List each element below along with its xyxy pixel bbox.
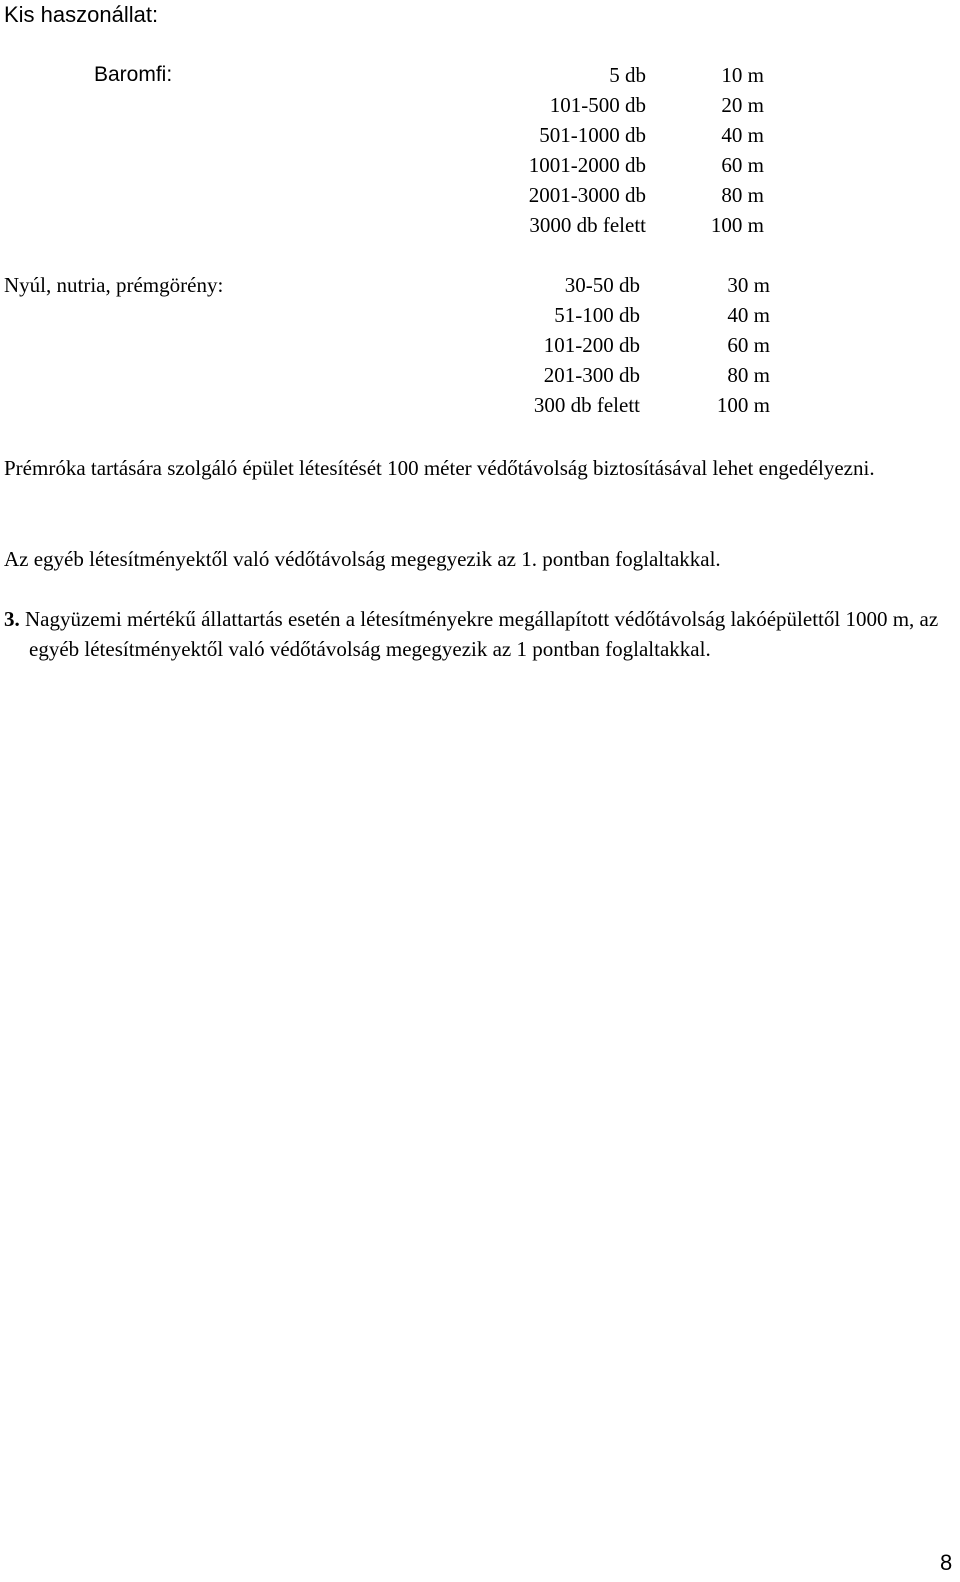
page-number: 8 [940,1550,953,1575]
table-row [0,300,960,330]
point-3-paragraph [4,604,959,664]
animal-count: 201-300 db [543,363,640,387]
animal-count: 101-200 db [543,333,640,357]
table-row [0,360,960,390]
table-row [0,150,960,180]
table-row [0,210,960,240]
protection-distance: 80 m [727,363,770,387]
rabbit-label: Nyúl, nutria, prémgörény: [4,273,224,297]
protection-distance: 20 m [721,93,764,117]
animal-count: 1001-2000 db [528,153,646,177]
table-row [0,180,960,210]
fox-paragraph: Prémróka tartására szolgáló épület létesítését 100 méter védőtávolság biztosításával lehet engedélyezni. [4,456,875,480]
protection-distance: 60 m [721,153,764,177]
protection-distance: 60 m [727,333,770,357]
animal-count: 3000 db felett [529,213,646,237]
table-row [0,270,960,300]
poultry-table [0,60,960,240]
poultry-label: Baromfi: [94,63,173,86]
animal-count: 300 db felett [533,393,640,417]
protection-distance: 100 m [710,213,764,237]
table-row [0,390,960,420]
section-heading: Kis haszonállat: [4,2,159,27]
table-row [0,330,960,360]
animal-count: 2001-3000 db [528,183,646,207]
point-3-number: 3. [4,607,20,631]
protection-distance: 30 m [727,273,770,297]
protection-distance: 40 m [727,303,770,327]
table-row [0,60,960,90]
protection-distance: 100 m [716,393,770,417]
table-row [0,120,960,150]
animal-count: 5 db [609,63,646,87]
protection-distance: 80 m [721,183,764,207]
protection-distance: 10 m [721,63,764,87]
point-3-text: Nagyüzemi mértékű állattartás esetén a létesítményekre megállapított védőtávolság lakóépülettől 1000 m, az egyéb létesítményektől való védőtávolság megegyezik az 1 pontban foglaltakkal. [19,607,939,661]
other-facilities-paragraph: Az egyéb létesítményektől való védőtávolság megegyezik az 1. pontban foglaltakkal. [4,547,721,571]
rabbit-table [0,270,960,420]
animal-count: 501-1000 db [539,123,646,147]
animal-count: 30-50 db [564,273,640,297]
table-row [0,90,960,120]
animal-count: 101-500 db [549,93,646,117]
animal-count: 51-100 db [554,303,640,327]
protection-distance: 40 m [721,123,764,147]
